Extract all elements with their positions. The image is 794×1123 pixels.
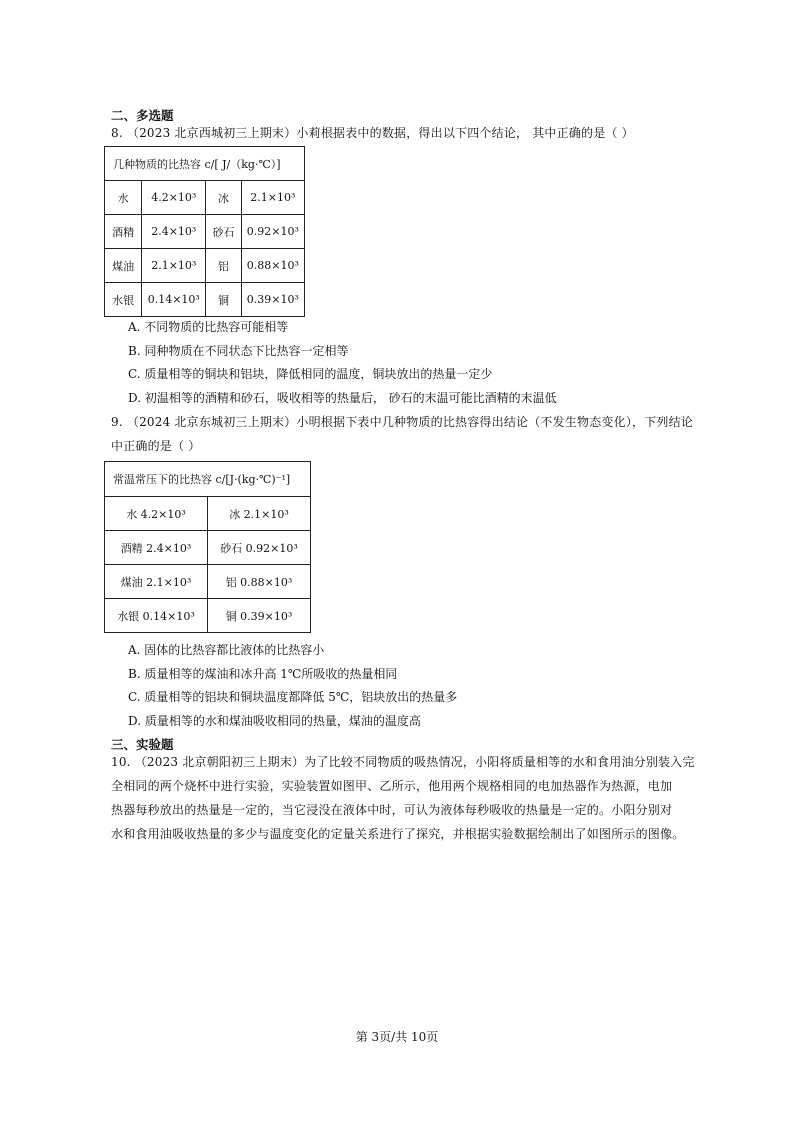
q9-option-a: A. 固体的比热容都比液体的比热容小 [128, 643, 325, 657]
table-row [105, 283, 305, 317]
table-cell: 煤油 2.1×10³ [105, 565, 208, 599]
table-cell: 4.2×10³ [142, 181, 206, 215]
table-cell: 铜 0.39×10³ [208, 599, 311, 633]
question-9-stem-line-1: 9. （2024 北京东城初三上期末）小明根据下表中几种物质的比热容得出结论（不发生物态变化），下列结论 [111, 415, 694, 429]
table-cell: 2.4×10³ [142, 215, 206, 249]
table-cell: 铝 [206, 249, 241, 283]
question-10-line-4: 水和食用油吸收热量的多少与温度变化的定量关系进行了探究，并根据实验数据绘制出了如图所示的图像。 [111, 827, 685, 841]
q8-specific-heat-table [104, 146, 305, 317]
section-title-multiple-choice: 二、多选题 [111, 108, 174, 123]
table-row [105, 531, 311, 565]
table-cell: 冰 [206, 181, 241, 215]
table-cell: 煤油 [105, 249, 142, 283]
table-cell: 铝 0.88×10³ [208, 565, 311, 599]
table-row [105, 249, 305, 283]
table-cell: 0.39×10³ [241, 283, 304, 317]
table-row [105, 215, 305, 249]
table-cell: 酒精 [105, 215, 142, 249]
q9-specific-heat-table [104, 461, 311, 633]
question-9-stem-line-2: 中正确的是（ ） [111, 439, 201, 453]
table-cell: 砂石 0.92×10³ [208, 531, 311, 565]
table-cell: 水银 0.14×10³ [105, 599, 208, 633]
table-cell: 水 [105, 181, 142, 215]
table-cell: 铜 [206, 283, 241, 317]
table-cell: 0.14×10³ [142, 283, 206, 317]
q8-option-c: C. 质量相等的铜块和铝块，降低相同的温度，铜块放出的热量一定少 [128, 367, 493, 381]
table-row [105, 181, 305, 215]
q9-option-d: D. 质量相等的水和煤油吸收相同的热量，煤油的温度高 [128, 714, 421, 728]
question-10-line-1: 10. （2023 北京朝阳初三上期末）为了比较不同物质的吸热情况，小阳将质量相等的水和食用油分别装入完 [111, 755, 695, 769]
table-cell: 冰 2.1×10³ [208, 497, 311, 531]
table-cell: 酒精 2.4×10³ [105, 531, 208, 565]
q9-option-b: B. 质量相等的煤油和冰升高 1℃所吸收的热量相同 [128, 667, 398, 681]
table-cell: 水银 [105, 283, 142, 317]
question-8-stem: 8. （2023 北京西城初三上期末）小莉根据表中的数据，得出以下四个结论， 其中正确的是（ ） [111, 126, 634, 140]
table-cell: 2.1×10³ [241, 181, 304, 215]
section-title-experiment: 三、实验题 [111, 737, 174, 752]
table-cell: 0.92×10³ [241, 215, 304, 249]
q8-option-a: A. 不同物质的比热容可能相等 [128, 320, 289, 334]
question-10-line-3: 热器每秒放出的热量是一定的，当它浸没在液体中时，可认为液体每秒吸收的热量是一定的。小阳分别对 [111, 803, 673, 817]
q8-option-b: B. 同种物质在不同状态下比热容一定相等 [128, 344, 349, 358]
table-row [105, 599, 311, 633]
table-row [105, 497, 311, 531]
q9-option-c: C. 质量相等的铝块和铜块温度都降低 5℃，铝块放出的热量多 [128, 690, 458, 704]
q9-table-caption: 常温常压下的比热容 c/[J·(kg·℃)⁻¹] [105, 462, 311, 497]
table-cell: 2.1×10³ [142, 249, 206, 283]
q8-table-caption: 几种物质的比热容 c/[ J/（kg·℃）] [105, 147, 305, 181]
q8-option-d: D. 初温相等的酒精和砂石，吸收相等的热量后， 砂石的末温可能比酒精的末温低 [128, 391, 557, 405]
question-10-line-2: 全相同的两个烧杯中进行实验，实验装置如图甲、乙所示，他用两个规格相同的电加热器作为热源，电加 [111, 779, 673, 793]
table-row [105, 565, 311, 599]
table-cell: 0.88×10³ [241, 249, 304, 283]
table-cell: 砂石 [206, 215, 241, 249]
table-cell: 水 4.2×10³ [105, 497, 208, 531]
page-footer: 第 3页/共 10页 [355, 1030, 439, 1044]
